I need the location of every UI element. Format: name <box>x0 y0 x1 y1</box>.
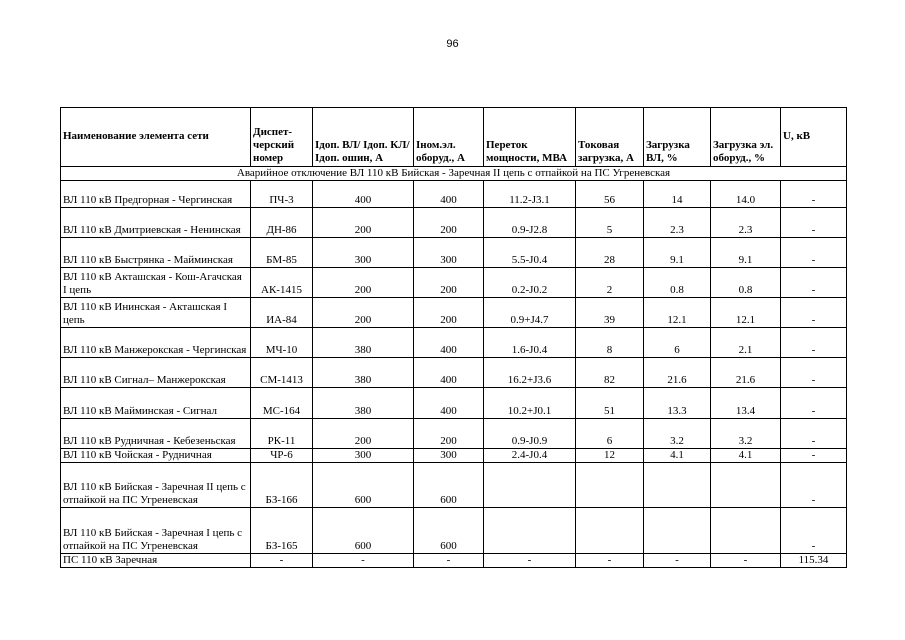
table-cell: 9.1 <box>644 238 711 268</box>
element-name-cell: ВЛ 110 кВ Ининская - Акташская I цепь <box>61 298 251 328</box>
element-name-cell: ПС 110 кВ Заречная <box>61 554 251 568</box>
table-row <box>61 358 847 388</box>
table-cell: - <box>781 268 847 298</box>
table-cell: 115.34 <box>781 554 847 568</box>
header-cell: Диспет-черский номер <box>251 108 313 167</box>
table-cell <box>576 508 644 554</box>
table-cell: 5 <box>576 208 644 238</box>
table-cell <box>644 463 711 508</box>
table-cell: 3.2 <box>711 419 781 449</box>
table-cell: 8 <box>576 328 644 358</box>
table-cell: - <box>781 463 847 508</box>
table-cell: МС-164 <box>251 388 313 419</box>
element-name-cell: ВЛ 110 кВ Сигнал– Манжерокская <box>61 358 251 388</box>
header-cell: Наименование элемента сети <box>61 108 251 167</box>
table-cell: ПЧ-3 <box>251 181 313 208</box>
table-cell: РК-11 <box>251 419 313 449</box>
table-cell: 2.4-J0.4 <box>484 449 576 463</box>
table-cell: 0.9-J2.8 <box>484 208 576 238</box>
table-cell: 380 <box>313 388 414 419</box>
table-cell: 4.1 <box>644 449 711 463</box>
table-cell: АК-1415 <box>251 268 313 298</box>
table-cell: - <box>414 554 484 568</box>
table-cell: 12.1 <box>711 298 781 328</box>
table-cell: 2.3 <box>644 208 711 238</box>
table-cell: 600 <box>414 463 484 508</box>
table-cell: 0.8 <box>644 268 711 298</box>
table-cell: 9.1 <box>711 238 781 268</box>
table-cell: 82 <box>576 358 644 388</box>
table-cell: 600 <box>313 463 414 508</box>
section-title: Аварийное отключение ВЛ 110 кВ Бийская - Заречная II цепь с отпайкой на ПС Угреневская <box>61 167 847 181</box>
element-name-cell: ВЛ 110 кВ Рудничная - Кебезеньская <box>61 419 251 449</box>
table-cell: 0.9+J4.7 <box>484 298 576 328</box>
element-name-cell: ВЛ 110 кВ Манжерокская - Чергинская <box>61 328 251 358</box>
table-row <box>61 554 847 568</box>
table-cell: БЗ-165 <box>251 508 313 554</box>
table-cell: 200 <box>313 268 414 298</box>
table-cell: 6 <box>576 419 644 449</box>
table-cell: 400 <box>414 358 484 388</box>
table-cell: - <box>644 554 711 568</box>
table-cell: 600 <box>414 508 484 554</box>
page-number: 96 <box>446 38 459 50</box>
table-cell: 56 <box>576 181 644 208</box>
table-cell: 300 <box>414 238 484 268</box>
table-cell: 300 <box>414 449 484 463</box>
table-cell: 0.2-J0.2 <box>484 268 576 298</box>
table-cell: 400 <box>414 388 484 419</box>
table-cell: - <box>781 181 847 208</box>
table-cell: 51 <box>576 388 644 419</box>
table-cell: 12 <box>576 449 644 463</box>
table-row <box>61 328 847 358</box>
table-row <box>61 181 847 208</box>
table-cell: 200 <box>414 298 484 328</box>
table-cell: - <box>781 449 847 463</box>
table-cell: МЧ-10 <box>251 328 313 358</box>
table-cell: 11.2-J3.1 <box>484 181 576 208</box>
table-cell: 2.3 <box>711 208 781 238</box>
table-cell: 200 <box>313 298 414 328</box>
table-cell <box>711 508 781 554</box>
table-cell: - <box>781 419 847 449</box>
table-cell: 600 <box>313 508 414 554</box>
table-cell: - <box>576 554 644 568</box>
table-cell: 10.2+J0.1 <box>484 388 576 419</box>
table-row <box>61 298 847 328</box>
table-cell: 39 <box>576 298 644 328</box>
section-row <box>61 167 847 181</box>
table-row <box>61 419 847 449</box>
table-row <box>61 508 847 554</box>
table-cell: 2.1 <box>711 328 781 358</box>
table-cell: 0.9-J0.9 <box>484 419 576 449</box>
table-cell: ЧР-6 <box>251 449 313 463</box>
table-cell: - <box>484 554 576 568</box>
table-cell: - <box>781 298 847 328</box>
table-cell: 14.0 <box>711 181 781 208</box>
table-cell: - <box>781 238 847 268</box>
table-cell <box>711 463 781 508</box>
table-cell: БМ-85 <box>251 238 313 268</box>
header-cell: U, кВ <box>781 108 847 167</box>
table-cell: БЗ-166 <box>251 463 313 508</box>
element-name-cell: ВЛ 110 кВ Акташская - Кош-Агачская I цепь <box>61 268 251 298</box>
header-cell: Загрузка эл. оборуд., % <box>711 108 781 167</box>
table-cell: - <box>251 554 313 568</box>
table-cell: 1.6-J0.4 <box>484 328 576 358</box>
table-cell: - <box>781 328 847 358</box>
table-cell: 13.3 <box>644 388 711 419</box>
element-name-cell: ВЛ 110 кВ Бийская - Заречная I цепь с отпайкой на ПС Угреневская <box>61 508 251 554</box>
element-name-cell: ВЛ 110 кВ Дмитриевская - Ненинская <box>61 208 251 238</box>
table-cell: - <box>781 508 847 554</box>
table-cell: 4.1 <box>711 449 781 463</box>
element-name-cell: ВЛ 110 кВ Быстрянка - Майминская <box>61 238 251 268</box>
table-cell <box>484 508 576 554</box>
table-cell: 12.1 <box>644 298 711 328</box>
table-cell: 21.6 <box>644 358 711 388</box>
table-cell: 200 <box>414 268 484 298</box>
table-row <box>61 463 847 508</box>
table-cell <box>484 463 576 508</box>
table-cell: 13.4 <box>711 388 781 419</box>
table-cell: 16.2+J3.6 <box>484 358 576 388</box>
table-cell: 14 <box>644 181 711 208</box>
table-cell: 28 <box>576 238 644 268</box>
header-row <box>61 108 847 167</box>
table-cell <box>644 508 711 554</box>
element-name-cell: ВЛ 110 кВ Предгорная - Чергинская <box>61 181 251 208</box>
table-cell: 2 <box>576 268 644 298</box>
header-cell: Токовая загрузка, А <box>576 108 644 167</box>
element-name-cell: ВЛ 110 кВ Майминская - Сигнал <box>61 388 251 419</box>
table-cell: - <box>781 388 847 419</box>
table-cell: 380 <box>313 328 414 358</box>
table-cell: - <box>313 554 414 568</box>
header-cell: Переток мощности, МВА <box>484 108 576 167</box>
table-cell: 400 <box>414 328 484 358</box>
load-table <box>60 107 847 568</box>
table-cell: - <box>781 358 847 388</box>
table-cell: 400 <box>313 181 414 208</box>
table-cell <box>576 463 644 508</box>
element-name-cell: ВЛ 110 кВ Чойская - Рудничная <box>61 449 251 463</box>
table-cell: 200 <box>414 208 484 238</box>
table-cell: - <box>781 208 847 238</box>
header-cell: Iдоп. ВЛ/ Iдоп. КЛ/ Iдоп. ошин, А <box>313 108 414 167</box>
table-cell: 5.5-J0.4 <box>484 238 576 268</box>
table-cell: ИА-84 <box>251 298 313 328</box>
table-row <box>61 449 847 463</box>
table-cell: 6 <box>644 328 711 358</box>
table-cell: 300 <box>313 449 414 463</box>
table-cell: ДН-86 <box>251 208 313 238</box>
table-row <box>61 208 847 238</box>
table-row <box>61 268 847 298</box>
header-cell: Iном.эл. оборуд., А <box>414 108 484 167</box>
table-cell: 400 <box>414 181 484 208</box>
table-cell: 0.8 <box>711 268 781 298</box>
element-name-cell: ВЛ 110 кВ Бийская - Заречная II цепь с отпайкой на ПС Угреневская <box>61 463 251 508</box>
table-cell: СМ-1413 <box>251 358 313 388</box>
header-cell: Загрузка ВЛ, % <box>644 108 711 167</box>
table-cell: 300 <box>313 238 414 268</box>
table-cell: 380 <box>313 358 414 388</box>
table-cell: - <box>711 554 781 568</box>
table-row <box>61 238 847 268</box>
table-cell: 200 <box>313 419 414 449</box>
table-cell: 3.2 <box>644 419 711 449</box>
table-cell: 200 <box>313 208 414 238</box>
table-row <box>61 388 847 419</box>
table-cell: 200 <box>414 419 484 449</box>
table-cell: 21.6 <box>711 358 781 388</box>
